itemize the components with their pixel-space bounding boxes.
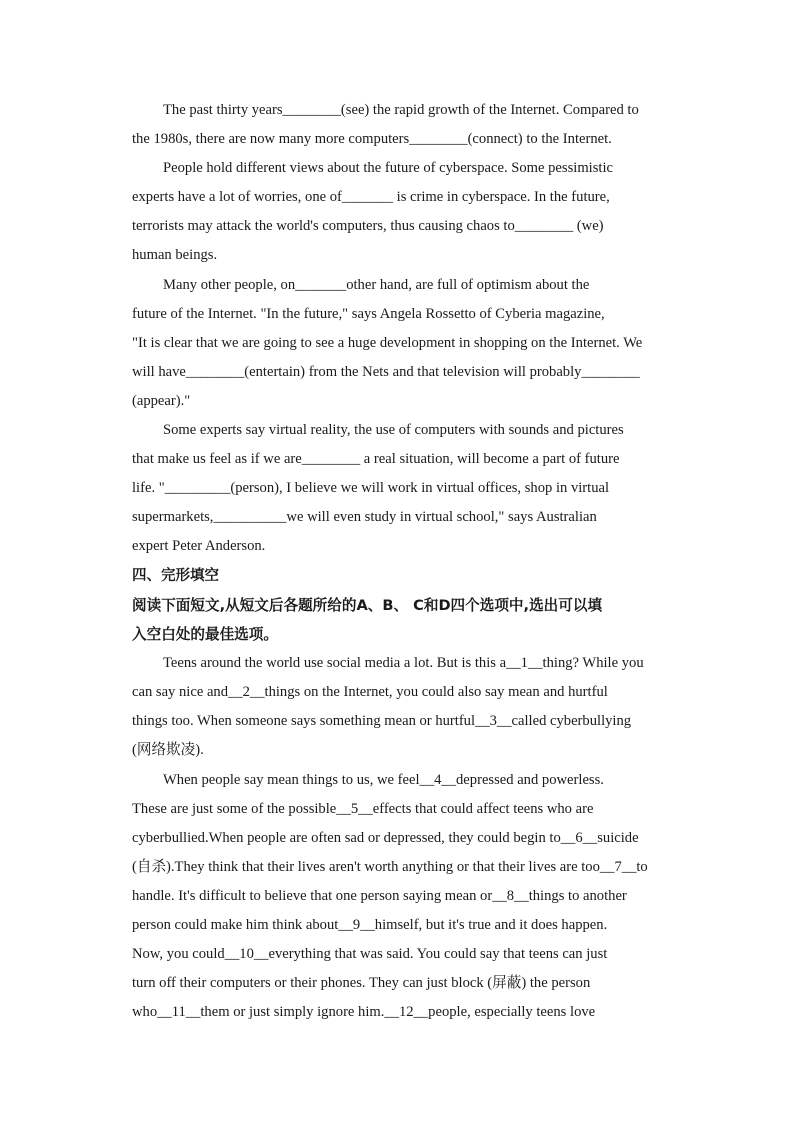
text-line: terrorists may attack the world's computers, thus causing chaos to________ (we)	[132, 218, 604, 235]
text-line: will have________(entertain) from the Nets and that television will probably________	[132, 363, 640, 380]
document-body	[132, 96, 664, 1027]
text-line: "It is clear that we are going to see a huge development in shopping on the Internet. We	[132, 334, 643, 351]
text-line: future of the Internet. "In the future," says Angela Rossetto of Cyberia magazine,	[132, 305, 605, 322]
passage-a-paragraph-4	[132, 416, 664, 561]
text-line: (网络欺凌).	[132, 742, 204, 759]
text-line: person could make him think about__9__himself, but it's true and it does happen.	[132, 917, 608, 934]
text-line: Many other people, on_______other hand, are full of optimism about the	[163, 276, 590, 293]
text-line: The past thirty years________(see) the rapid growth of the Internet. Compared to	[163, 102, 639, 118]
text-line: Some experts say virtual reality, the use of computers with sounds and pictures	[163, 422, 624, 439]
instruction-line: 阅读下面短文,从短文后各题所给的A、B、 C和D四个选项中,选出可以填	[132, 596, 603, 614]
text-line: can say nice and__2__things on the Internet, you could also say mean and hurtful	[132, 684, 608, 701]
passage-b-paragraph-2	[132, 766, 664, 1028]
text-line: supermarkets,__________we will even study in virtual school," says Australian	[132, 509, 597, 526]
passage-a-paragraph-2	[132, 154, 664, 270]
passage-a-paragraph-1	[132, 96, 664, 154]
text-line: People hold different views about the future of cyberspace. Some pessimistic	[163, 160, 613, 177]
text-line: Teens around the world use social media a lot. But is this a__1__thing? While you	[163, 655, 644, 672]
text-line: the 1980s, there are now many more computers________(connect) to the Internet.	[132, 131, 612, 148]
text-line: that make us feel as if we are________ a real situation, will become a part of future	[132, 451, 620, 468]
passage-a-paragraph-3	[132, 271, 664, 416]
text-line: turn off their computers or their phones. They can just block (屏蔽) the person	[132, 975, 591, 992]
text-line: human beings.	[132, 247, 218, 264]
section-title: 四、完形填空	[132, 567, 219, 584]
text-line: These are just some of the possible__5__effects that could affect teens who are	[132, 800, 594, 817]
text-line: life. "_________(person), I believe we will work in virtual offices, shop in virtual	[132, 480, 610, 497]
text-line: When people say mean things to us, we feel__4__depressed and powerless.	[163, 771, 604, 788]
text-line: (自杀).They think that their lives aren't worth anything or that their lives are too__7__to	[132, 858, 648, 875]
text-line: experts have a lot of worries, one of_______ is crime in cyberspace. In the future,	[132, 189, 610, 206]
text-line: handle. It's difficult to believe that one person saying mean or__8__things to another	[132, 887, 627, 904]
text-line: cyberbullied.When people are often sad or depressed, they could begin to__6__suicide	[132, 829, 639, 846]
text-line: expert Peter Anderson.	[132, 538, 266, 555]
instruction-line: 入空白处的最佳选项。	[132, 625, 278, 643]
text-line: (appear)."	[132, 392, 191, 409]
instructions	[132, 591, 664, 650]
text-line: Now, you could__10__everything that was said. You could say that teens can just	[132, 946, 608, 963]
passage-b-paragraph-1	[132, 649, 664, 765]
text-line: who__11__them or just simply ignore him.__12__people, especially teens love	[132, 1004, 596, 1021]
text-line: things too. When someone says something mean or hurtful__3__called cyberbullying	[132, 713, 632, 730]
